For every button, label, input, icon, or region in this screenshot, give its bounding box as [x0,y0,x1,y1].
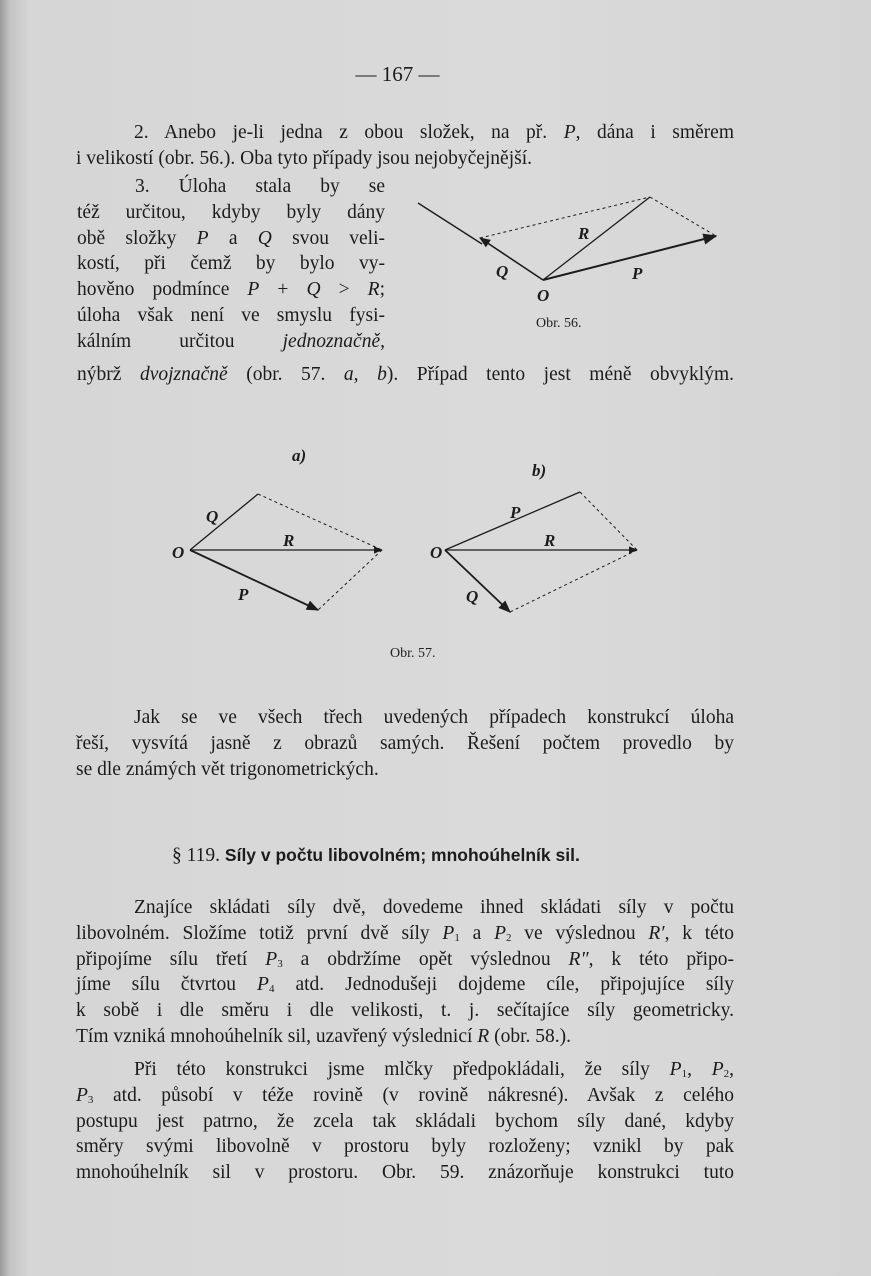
italic-symbol: P [257,974,269,996]
text-run: , dána i směrem [575,122,734,143]
text-run: (obr. 57. [227,364,344,385]
text-run: Při této konstrukci jsme mlčky předpokládali, že síly [134,1059,670,1080]
text-run: atd. působí v téže rovině (v rovině nákresné). Avšak z celého [93,1084,734,1106]
text-run: , k této [664,922,734,944]
label-r: R [578,224,590,243]
label-o: O [537,286,550,305]
italic-symbol: R″ [568,948,589,970]
text-run: , [353,364,378,385]
italic-symbol: P [76,1084,88,1106]
text-run: k sobě i dle směru i dle velikosti, t. j. sečítajíce síly geometricky. [76,1000,734,1022]
text-run: + [259,279,307,301]
italic-symbol: dvojznačně [139,364,228,385]
subscript: 1 [454,931,460,944]
vector-p [543,236,716,280]
text-run: se dle známých vět trigonometrických. [76,758,379,780]
dashed-parallel-p [258,494,382,550]
dashed-parallel-p [650,197,716,236]
italic-symbol: P [247,279,260,301]
section-title: Síly v počtu libovolném; mnohoúhelník sil. [224,845,580,865]
text-run: hověno podmínce [77,279,248,301]
italic-symbol: jednoznačně [282,330,381,352]
italic-symbol: P [442,922,455,944]
italic-symbol: Q [257,227,272,249]
subscript: 3 [277,957,283,970]
dashed-parallel-p [510,550,637,612]
vector-q [480,238,543,280]
italic-symbol: P [265,948,278,970]
text-run: postupu jest patrno, že zcela tak skládali bychom síly dané, kdyby [76,1110,734,1132]
figure-56-caption: Obr. 56. [536,316,582,331]
text-run: 2. Anebo je-li jedna z obou složek, na př. [134,122,564,143]
page-number: — 167 — [355,62,440,86]
text-run: Tím vzniká mnohoúhelník sil, uzavřený výslednicí [76,1025,478,1047]
text-run: řeší, vysvítá jasně z obrazů samých. Řešení počtem provedlo by [76,732,734,754]
italic-symbol: P [196,227,209,249]
subscript: 1 [681,1068,688,1080]
text-run: připojíme sílu třetí [76,948,266,970]
label-q: Q [496,262,509,281]
text-run: nýbrž [77,364,140,385]
text-run: , k této připo- [588,948,734,970]
italic-symbol: R′ [648,922,665,944]
vector-q [190,494,258,550]
text-run: svou veli- [271,227,385,249]
subscript: 2 [723,1068,730,1080]
text-run: ). Případ tento jest méně obvyklým. [386,364,734,385]
label-r: R [283,531,295,550]
text-run: a [208,227,258,249]
label-r: R [544,531,556,550]
italic-symbol: R [477,1025,490,1047]
italic-symbol: P [669,1059,682,1080]
text-run: 3. Úloha stala by se [135,176,385,197]
italic-symbol: P [711,1059,724,1080]
label-p: P [510,503,521,522]
text-run: a obdržíme opět výslednou [282,948,569,970]
text-run: mnohoúhelník sil v prostoru. Obr. 59. znázorňuje konstrukci tuto [76,1162,734,1184]
text-run: jíme sílu čtvrtou [76,974,258,996]
italic-symbol: a [343,364,354,385]
tag-a: a) [292,446,307,465]
text-run: kostí, při čemž by bylo vy- [77,253,385,275]
text-run: , [380,330,385,352]
text-run: směry svými libovolně v prostoru byly rozloženy; vznikl by pak [76,1136,734,1158]
text-run: též určitou, kdyby byly dány [77,201,385,223]
label-p: P [632,264,643,283]
figure-56 [418,197,716,280]
label-q: Q [466,587,479,606]
text-run: kálním určitou [77,330,283,352]
text-run: Znajíce skládati síly dvě, dovedeme ihned skládati síly v počtu [134,897,734,918]
tag-b: b) [532,461,547,480]
text-run: a [459,922,495,944]
subscript: 4 [268,983,275,996]
subscript: 2 [505,931,512,944]
italic-symbol: P [494,922,506,944]
label-o: O [172,543,185,562]
italic-symbol: Q [306,279,321,301]
label-p: P [238,585,249,604]
text-run: , [687,1059,712,1080]
text-run: i velikostí (obr. 56.). Oba tyto případy jsou nejobyčejnější. [76,147,533,169]
text-run: ; [379,279,385,301]
subscript: 3 [87,1093,94,1106]
text-run: libovolném. Složíme totiž první dvě síly [76,922,443,944]
italic-symbol: b [377,364,387,385]
figure-57a [190,494,382,610]
section-number: § 119. [172,845,221,866]
text-run: Jak se ve všech třech uvedených případech konstrukcí úloha [134,707,734,728]
text-run: , [729,1059,735,1080]
text-run: > [320,279,368,301]
figure-57-caption: Obr. 57. [390,646,436,661]
italic-symbol: R [367,279,380,301]
label-o: O [430,543,443,562]
text-run: atd. Jednodušeji dojdeme cíle, připojujíce síly [274,974,734,996]
label-q: Q [206,507,219,526]
q-line-extension [418,203,482,244]
text-run: úloha však není ve smyslu fysi- [77,304,385,326]
italic-symbol: P [563,122,576,143]
text-run: obě složky [77,227,197,249]
text-run: (obr. 58.). [489,1025,571,1047]
dashed-parallel-q [318,550,382,610]
text-run: ve výslednou [511,922,649,944]
dashed-parallel-q [580,492,637,550]
vector-p [190,550,318,610]
